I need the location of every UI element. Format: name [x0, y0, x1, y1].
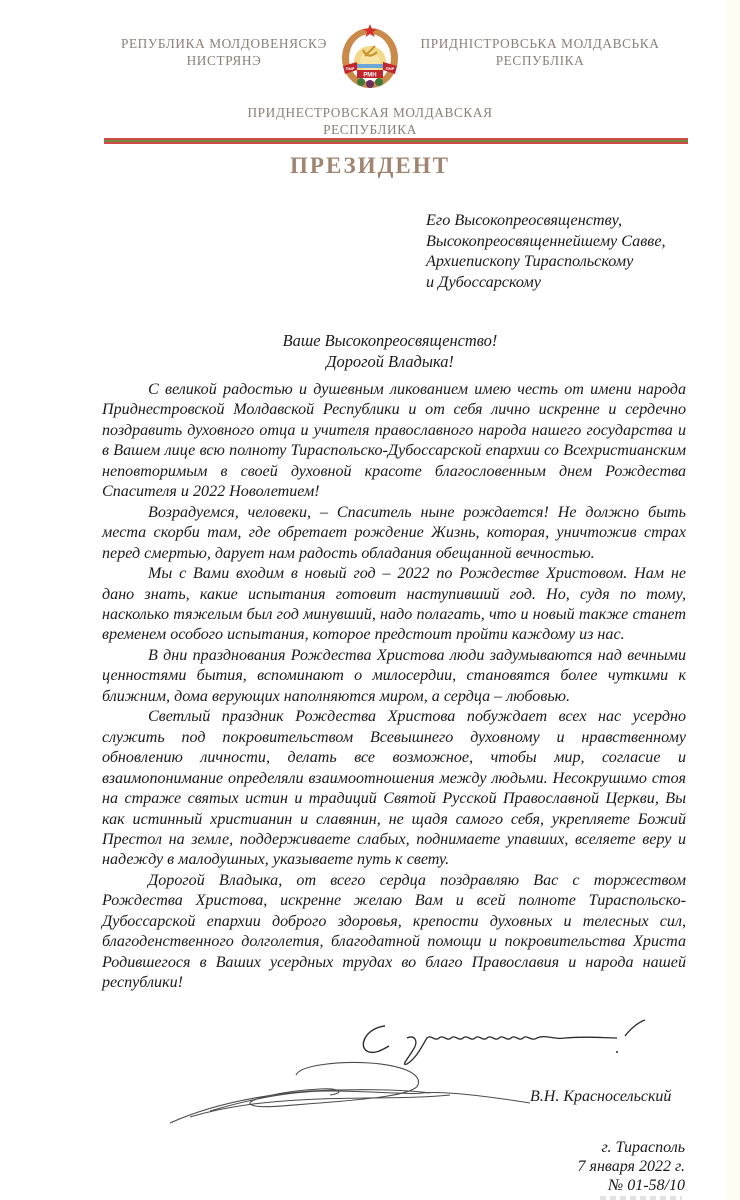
letterhead-ukrainian-line-1: ПРИДНІСТРОВСЬКА МОЛДАВСЬКА — [420, 36, 660, 51]
president-title: ПРЕЗИДЕНТ — [290, 153, 450, 178]
ribbon-left-text: ПМР — [345, 66, 355, 71]
letterhead-moldovan-line-2: НИСТРЯНЭ — [186, 53, 262, 68]
coat-of-arms-emblem-icon — [339, 22, 401, 92]
body-paragraph: С великой радостью и душевным ликованием имею честь от имени народа Приднестровской Молдавской Республики и от себя лично искренне и сердечно поздравить духовного отца и учителя православного народа нашего государства и в Вашем лице всю полноту Тираспольско-Дубоссарской епархии со Всехристианским неповторимым в своей духовной красоте благословенным днем Рождества Спасителя и 2022 Новолетием! — [102, 381, 686, 501]
salutation-line: Дорогой Владыка! — [326, 351, 454, 371]
letterhead-ukrainian — [420, 35, 660, 69]
letterhead-ukrainian-line-2: РЕСПУБЛІКА — [495, 53, 585, 68]
letterhead-russian — [220, 104, 520, 138]
emblem-label: РМН — [363, 72, 377, 79]
ribbon-right-text: ПМР — [385, 66, 395, 71]
addressee-line: Его Высокопреосвященству, — [426, 211, 623, 229]
signature-icon — [170, 1055, 530, 1125]
letter-body — [102, 380, 686, 994]
salutation — [200, 331, 580, 372]
date: 7 января 2022 г. — [577, 1158, 685, 1175]
addressee-line: Высокопреосвященнейшему Савве, — [426, 231, 666, 250]
grapes-icon — [366, 80, 374, 88]
letterhead-russian-line-2: РЕСПУБЛИКА — [323, 122, 417, 137]
body-paragraph: В дни празднования Рождества Христова люди задумываются над вечными ценностями бытия, вспоминают о милосердии, становятся более чуткими к ближним, дома верующих наполняются миром, а сердца – любовью. — [102, 646, 686, 705]
body-paragraph: Светлый праздник Рождества Христова побуждает всех нас усердно служить под покровительством Всевышнего духовному и нравственному обновлению личности, делать все возможное, чтобы мир, согласие и взаимопонимание определяли взаимоотношения между людьми. Несокрушимо стоя на страже святых истин и традиций Святой Русской Православной Церкви, Вы как истинный христианин и славянин, не щадя самого себя, укрепляете Божий Престол на земле, поддерживаете слабых, поднимаете упавших, вселяете веру и надежду в малодушных, указываете путь к свету. — [102, 708, 686, 869]
addressee-line: и Дубоссарскому — [426, 272, 541, 291]
body-paragraph: Дорогой Владыка, от всего сердца поздравляю Вас с торжеством Рождества Христова, искренне желаю Вам и всей полноте Тираспольско-Дубоссарской епархии доброго здоровья, крепости духовных и телесных сил, благоденственного долголетия, благодатной помощи и покровительства Христа Родившегося в Ваших усердных трудах во благо Православия и народа нашей республики! — [102, 871, 686, 992]
letterhead-moldovan-line-1: РЕПУБЛИКА МОЛДОВЕНЯСКЭ — [120, 36, 328, 51]
salutation-line: Ваше Высокопреосвященство! — [282, 331, 498, 350]
letterhead-moldovan — [104, 35, 344, 69]
leaf-left-icon — [357, 78, 365, 86]
body-paragraph: Возрадуемся, человеки, – Спаситель ныне рождается! Не должно быть места скорби там, где обретает рождение Жизнь, которая, уничтожив страх перед смертью, дарует нам радость обладания обещанной вечностью. — [102, 503, 686, 562]
leaf-right-icon — [375, 78, 383, 86]
place: г. Тирасполь — [601, 1139, 685, 1156]
letterhead-russian-line-1: ПРИДНЕСТРОВСКАЯ МОЛДАВСКАЯ — [247, 105, 493, 120]
document-meta — [578, 1138, 685, 1195]
signatory-name: В.Н. Красносельский — [530, 1088, 672, 1105]
cut-off-text-line — [600, 1196, 682, 1200]
body-paragraph: Мы с Вами входим в новый год – 2022 по Рождестве Христовом. Нам не дано знать, какие испытания готовит наступивший год. Но, судя по тому, насколько тяжелым был год минувший, надо полагать, что и новый также станет временем особого испытания, которое предстоит пройти каждому из нас. — [102, 565, 686, 644]
flag-stripe-divider — [104, 138, 688, 144]
addressee-block — [426, 210, 666, 292]
addressee-line: Архиепископу Тираспольскому — [426, 252, 634, 270]
document-number: № 01-58/10 — [608, 1177, 685, 1194]
stripe-red-bottom — [104, 142, 688, 144]
